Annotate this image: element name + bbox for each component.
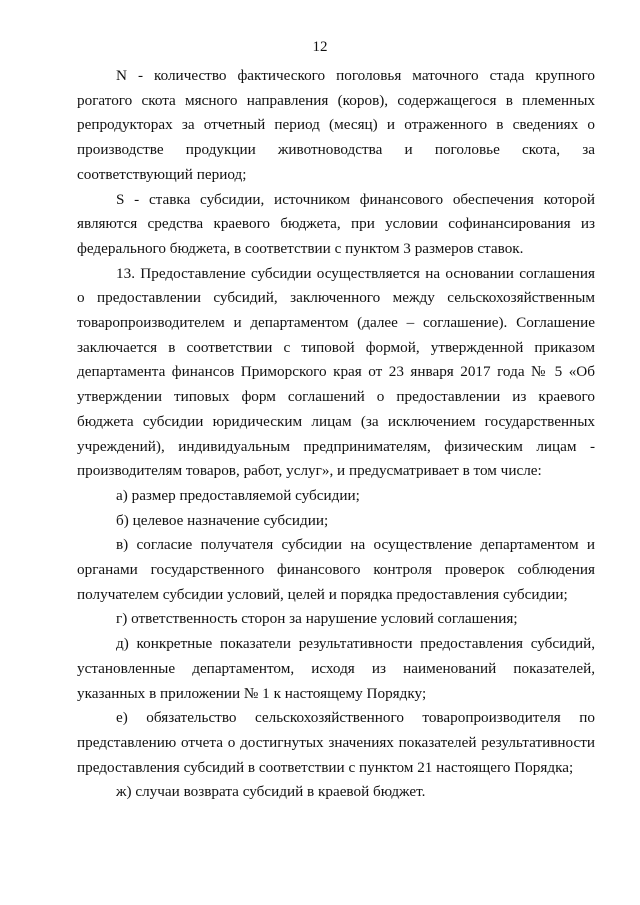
paragraph-item-13: 13. Предоставление субсидии осуществляется на основании соглашения о предоставлении субсидий, заключенного между сельскохозяйственным товаропроизводителем и департаментом (далее – соглашение). Соглашение заключается в соответствии с типовой формой, утвержденной приказом департамента финансов Приморского края от 23 января 2017 года № 5 «Об утверждении типовых форм соглашений о предоставлении из краевого бюджета субсидии юридическим лицам (за исключением государственных учреждений), индивидуальным предпринимателям, физическим лицам - производителям товаров, работ, услуг», и предусматривает в том числе: bbox=[77, 264, 595, 480]
list-item-e: е) обязательство сельскохозяйственного товаропроизводителя по представлению отчета о достигнутых значениях показателей результативности предоставления субсидий в соответствии с пунктом 21 настоящего Порядка; bbox=[77, 709, 595, 776]
document-body bbox=[77, 64, 595, 805]
list-item-v: в) согласие получателя субсидии на осуществление департаментом и органами государственного финансового контроля проверок соблюдения получателем субсидии условий, целей и порядка предоставления субсидии; bbox=[77, 536, 595, 603]
page-number: 12 bbox=[312, 39, 328, 55]
list-item-b: б) целевое назначение субсидии; bbox=[116, 511, 329, 529]
list-item-zh: ж) случаи возврата субсидий в краевой бюджет. bbox=[116, 783, 426, 801]
list-item-a: а) размер предоставляемой субсидии; bbox=[116, 486, 360, 504]
list-item-g: г) ответственность сторон за нарушение условий соглашения; bbox=[116, 610, 518, 628]
list-item-d: д) конкретные показатели результативности предоставления субсидий, установленные департаментом, исходя из наименований показателей, указанных в приложении № 1 к настоящему Порядку; bbox=[77, 635, 595, 702]
paragraph-n-definition: N - количество фактического поголовья маточного стада крупного рогатого скота мясного направления (коров), содержащегося в племенных репродукторах за отчетный период (месяц) и отраженного в сведениях о производстве продукции животноводства и поголовье скота, за соответствующий период; bbox=[77, 67, 595, 183]
paragraph-s-definition: S - ставка субсидии, источником финансового обеспечения которой являются средства краевого бюджета, при условии софинансирования из федерального бюджета, в соответствии с пунктом 3 размеров ставок. bbox=[77, 190, 595, 257]
